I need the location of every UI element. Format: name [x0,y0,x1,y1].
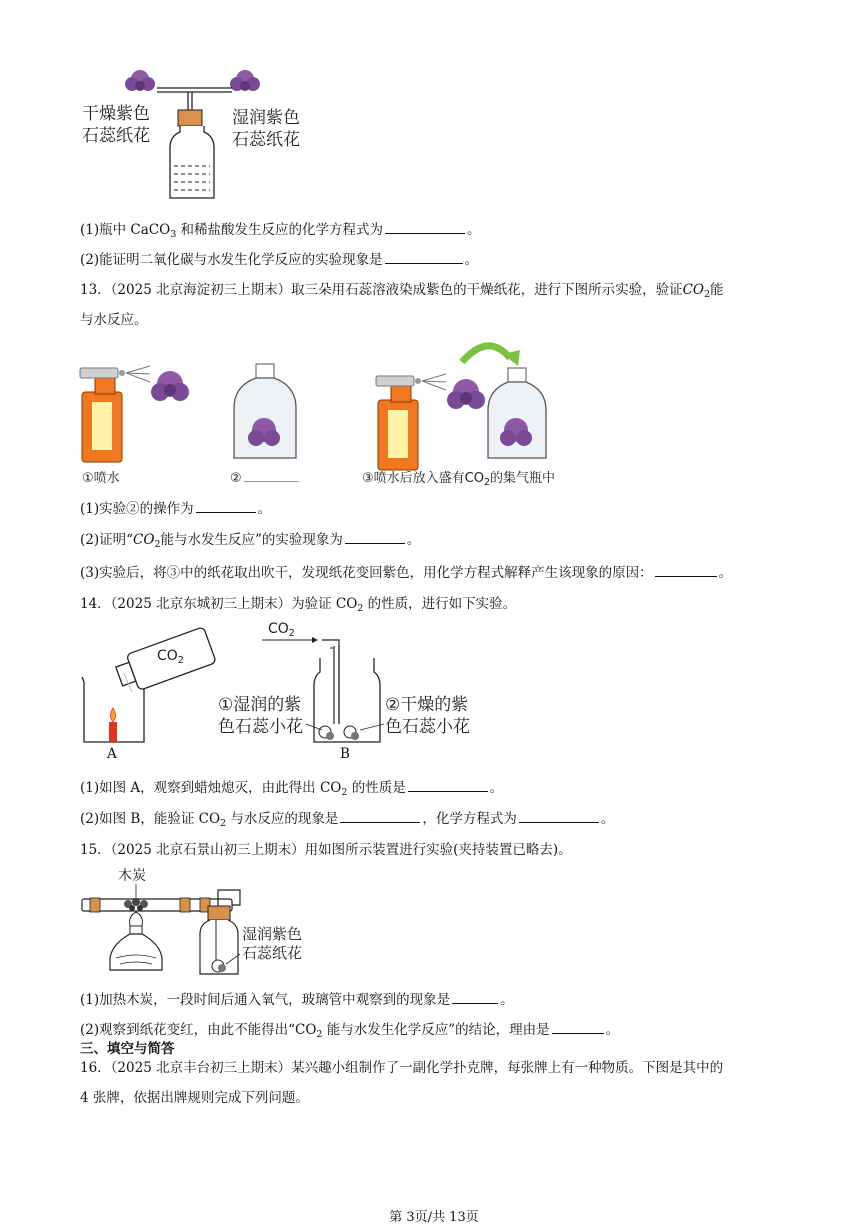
fig14-label-b: B [340,746,350,762]
fig12-left-label-2: 石蕊纸花 [82,126,150,146]
fig13-caption-3: ③喷水后放入盛有$CO_2$的集气瓶中 [362,471,556,488]
q13-part1: (1)实验②的操作为 。 [80,497,271,517]
fig15-label-2: 石蕊纸花 [242,944,303,962]
q15-stem: 15．（2025 北京石景山初三上期末）用如图所示装置进行实验(夹持装置已略去)。 [80,842,572,858]
fig14-right-label-1: ②干燥的紫 [385,695,469,715]
section-heading: 三、填空与简答 [80,1041,175,1057]
fig14-left-label-1: ①湿润的紫 [218,695,302,715]
fig13-caption-2: ② [230,467,301,486]
alcohol-lamp-icon [110,912,162,970]
q14-stem: 14．（2025 北京东城初三上期末）为验证 $CO_2$ 的性质，进行如下实验。 [80,596,517,614]
fig12-right-label-1: 湿润紫色 [232,108,300,128]
q15-part1: (1)加热木炭，一段时间后通入氧气，玻璃管中观察到的现象是 。 [80,988,514,1008]
q15-part2: (2)观察到纸花变红，由此不能得出“$CO_2$ 能与水发生化学反应”的结论，理由是 。 [80,1018,619,1040]
fig12-right-label-2: 石蕊纸花 [232,130,300,150]
fig14-arrow-label: $CO_2$ [268,621,295,639]
q13-part3: (3)实验后，将③中的纸花取出吹干，发现纸花变回紫色，用化学方程式解释产生该现象的原因： 。 [80,561,732,581]
answer-blank[interactable] [452,989,498,1004]
page-footer: 第 3页/共 13页 [389,1210,479,1225]
q14-part2: (2)如图 B，能验证 $CO_2$ 与水反应的现象是 ，化学方程式为 。 [80,807,614,829]
q13-part2: (2)证明“$CO_2$能与水发生反应”的实验现象为 。 [80,528,420,550]
fig12-left-label-1: 干燥紫色 [82,104,150,124]
fig14-right-label-2: 色石蕊小花 [385,717,470,737]
fig15-label-1: 湿润紫色 [242,925,303,943]
q16-stem-line2: 4 张牌，依据出牌规则完成下列问题。 [80,1090,309,1106]
q16-stem-line1: 16．（2025 北京丰台初三上期末）某兴趣小组制作了一副化学扑克牌，每张牌上有一种物质。下图是其中的 [80,1060,724,1076]
q13-stem-line2: 与水反应。 [80,312,148,328]
fig13-caption-1: ①喷水 [82,471,120,486]
answer-blank[interactable] [552,1019,604,1034]
q14-part1: (1)如图 A，观察到蜡烛熄灭，由此得出 $CO_2$ 的性质是 。 [80,776,503,798]
fig14-left-label-2: 色石蕊小花 [218,717,303,737]
q12-part2: (2)能证明二氧化碳与水发生化学反应的实验现象是 。 [80,248,478,268]
fig14-bottle-label: $CO_2$ [157,648,184,666]
q13-stem-line1: 13．（2025 北京海淀初三上期末）取三朵用石蕊溶液染成紫色的干燥纸花，进行下图所示实验，验证$CO_2$能 [80,282,724,300]
gas-bottle-icon [200,906,240,974]
fig15-charcoal-label: 木炭 [118,868,146,884]
fig14-label-a: A [107,746,117,762]
q12-part1: (1)瓶中 CaCO$_3$ 和稀盐酸发生反应的化学方程式为 。 [80,218,481,240]
